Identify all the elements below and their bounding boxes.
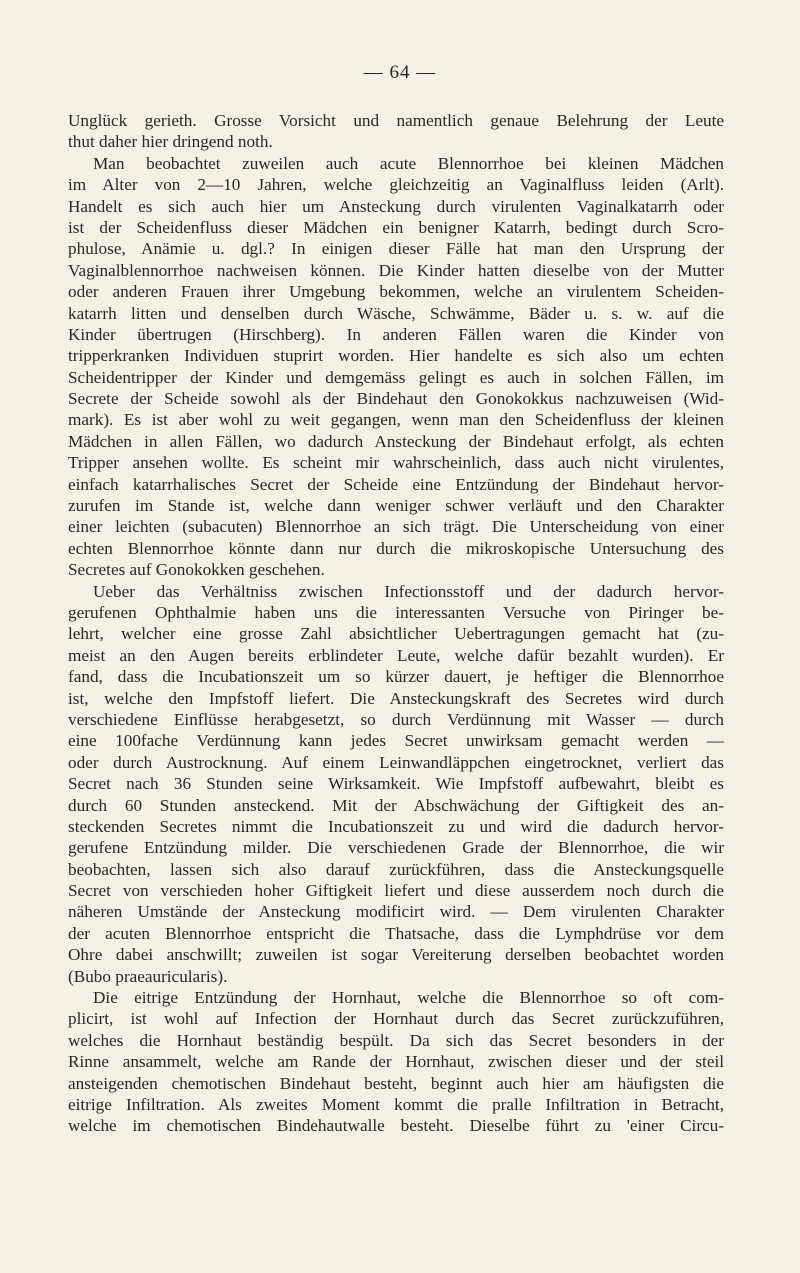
text-line: phulose, Anämie u. dgl.? In einigen dieser Fälle hat man den Ursprung der bbox=[68, 239, 724, 259]
text-line: Rinne ansammelt, welche am Rande der Hornhaut, zwischen dieser und der steil bbox=[68, 1052, 724, 1072]
text-line: meist an den Augen bereits erblindeter Leute, welche dafür bezahlt wurden). Er bbox=[68, 645, 724, 665]
text-line: echten Blennorrhoe könnte dann nur durch die mikroskopische Untersuchung des bbox=[68, 538, 724, 558]
text-line: lehrt, welcher eine grosse Zahl absichtlicher Uebertragungen gemacht hat (zu- bbox=[68, 624, 724, 644]
text-line: Secretes auf Gonokokken geschehen. bbox=[68, 560, 325, 580]
text-line: gerufene Entzündung milder. Die verschiedenen Grade der Blennorrhoe, die wir bbox=[68, 838, 724, 858]
text-line: Handelt es sich auch hier um Ansteckung durch virulenten Vaginalkatarrh oder bbox=[68, 196, 724, 216]
text-line: tripperkranken Individuen stuprirt worden. Hier handelte es sich also um echten bbox=[68, 346, 724, 366]
text-line: Unglück gerieth. Grosse Vorsicht und namentlich genaue Belehrung der Leute bbox=[68, 111, 724, 130]
page-number: — 64 — bbox=[363, 62, 437, 83]
text-line: thut daher hier dringend noth. bbox=[68, 132, 273, 152]
text-line: plicirt, ist wohl auf Infection der Hornhaut durch das Secret zurückzuführen, bbox=[68, 1009, 724, 1029]
text-line: (Bubo praeauricularis). bbox=[68, 966, 228, 986]
text-line: mark). Es ist aber wohl zu weit gegangen, wenn man den Scheidenfluss der kleinen bbox=[68, 410, 724, 430]
text-line: ansteigenden chemotischen Bindehaut besteht, beginnt auch hier am häufigsten die bbox=[68, 1073, 724, 1093]
text-line: gerufenen Ophthalmie haben uns die interessanten Versuche von Piringer be- bbox=[68, 602, 724, 622]
text-line: verschiedene Einflüsse herabgesetzt, so durch Verdünnung mit Wasser — durch bbox=[68, 709, 724, 729]
text-line: Man beobachtet zuweilen auch acute Blennorrhoe bei kleinen Mädchen bbox=[93, 153, 724, 173]
text-line: welche im chemotischen Bindehautwalle besteht. Dieselbe führt zu 'einer Circu- bbox=[68, 1116, 724, 1136]
text-line: Die eitrige Entzündung der Hornhaut, welche die Blennorrhoe so oft com- bbox=[93, 988, 724, 1008]
text-line: eine 100fache Verdünnung kann jedes Secret unwirksam gemacht werden — bbox=[68, 731, 724, 751]
text-line: im Alter von 2—10 Jahren, welche gleichzeitig an Vaginalfluss leiden (Arlt). bbox=[68, 175, 724, 195]
text-line: oder anderen Frauen ihrer Umgebung bekommen, welche an virulentem Scheiden- bbox=[68, 282, 724, 302]
text-line: beobachten, lassen sich also darauf zurückführen, dass die Ansteckungsquelle bbox=[68, 859, 724, 879]
text-line: welches die Hornhaut beständig bespült. Da sich das Secret besonders in der bbox=[68, 1030, 724, 1050]
text-line: näheren Umstände der Ansteckung modificirt wird. — Dem virulenten Charakter bbox=[68, 902, 724, 922]
text-line: Scheidentripper der Kinder und demgemäss gelingt es auch in solchen Fällen, im bbox=[68, 367, 724, 387]
text-line: einer leichten (subacuten) Blennorrhoe an sich trägt. Die Unterscheidung von einer bbox=[68, 517, 724, 537]
text-line: oder durch Austrocknung. Auf einem Leinwandläppchen eingetrocknet, verliert das bbox=[68, 752, 724, 772]
text-line: einfach katarrhalisches Secret der Scheide eine Entzündung der Bindehaut hervor- bbox=[68, 474, 724, 494]
text-line: ist, welche den Impfstoff liefert. Die Ansteckungskraft des Secretes wird durch bbox=[68, 688, 724, 708]
text-line: Ueber das Verhältniss zwischen Infectionsstoff und der dadurch hervor- bbox=[93, 581, 724, 601]
text-line: zurufen im Stande ist, welche dann weniger schwer verläuft und den Charakter bbox=[68, 496, 724, 516]
text-line: Vaginalblennorrhoe nachweisen können. Die Kinder hatten dieselbe von der Mutter bbox=[68, 260, 724, 280]
body-text bbox=[68, 110, 724, 1137]
text-line: Mädchen in allen Fällen, wo dadurch Ansteckung der Bindehaut erfolgt, als echten bbox=[68, 431, 724, 451]
text-line: Kinder übertrugen (Hirschberg). In anderen Fällen waren die Kinder von bbox=[68, 324, 724, 344]
text-line: eitrige Infiltration. Als zweites Moment kommt die pralle Infiltration in Betracht, bbox=[68, 1094, 724, 1114]
text-line: katarrh litten und denselben durch Wäsche, Schwämme, Bäder u. s. w. auf die bbox=[68, 303, 724, 323]
text-line: Ohre dabei anschwillt; zuweilen ist sogar Vereiterung derselben beobachtet worden bbox=[68, 945, 724, 965]
text-line: fand, dass die Incubationszeit um so kürzer dauert, je heftiger die Blennorrhoe bbox=[68, 667, 724, 687]
text-line: durch 60 Stunden ansteckend. Mit der Abschwächung der Giftigkeit des an- bbox=[68, 795, 724, 815]
text-line: Tripper ansehen wollte. Es scheint mir wahrscheinlich, dass auch nicht virulentes, bbox=[68, 453, 724, 473]
text-line: der acuten Blennorrhoe entspricht die Thatsache, dass die Lymphdrüse vor dem bbox=[68, 923, 724, 943]
text-line: Secrete der Scheide sowohl als der Bindehaut den Gonokokkus nachzuweisen (Wid- bbox=[68, 389, 724, 409]
text-line: Secret von verschieden hoher Giftigkeit liefert und diese ausserdem noch durch die bbox=[68, 881, 724, 901]
text-line: ist der Scheidenfluss dieser Mädchen ein benigner Katarrh, bedingt durch Scro- bbox=[68, 217, 724, 237]
text-line: steckenden Secretes nimmt die Incubationszeit zu und wird die dadurch hervor- bbox=[68, 816, 724, 836]
text-line: Secret nach 36 Stunden seine Wirksamkeit. Wie Impfstoff aufbewahrt, bleibt es bbox=[68, 774, 724, 794]
